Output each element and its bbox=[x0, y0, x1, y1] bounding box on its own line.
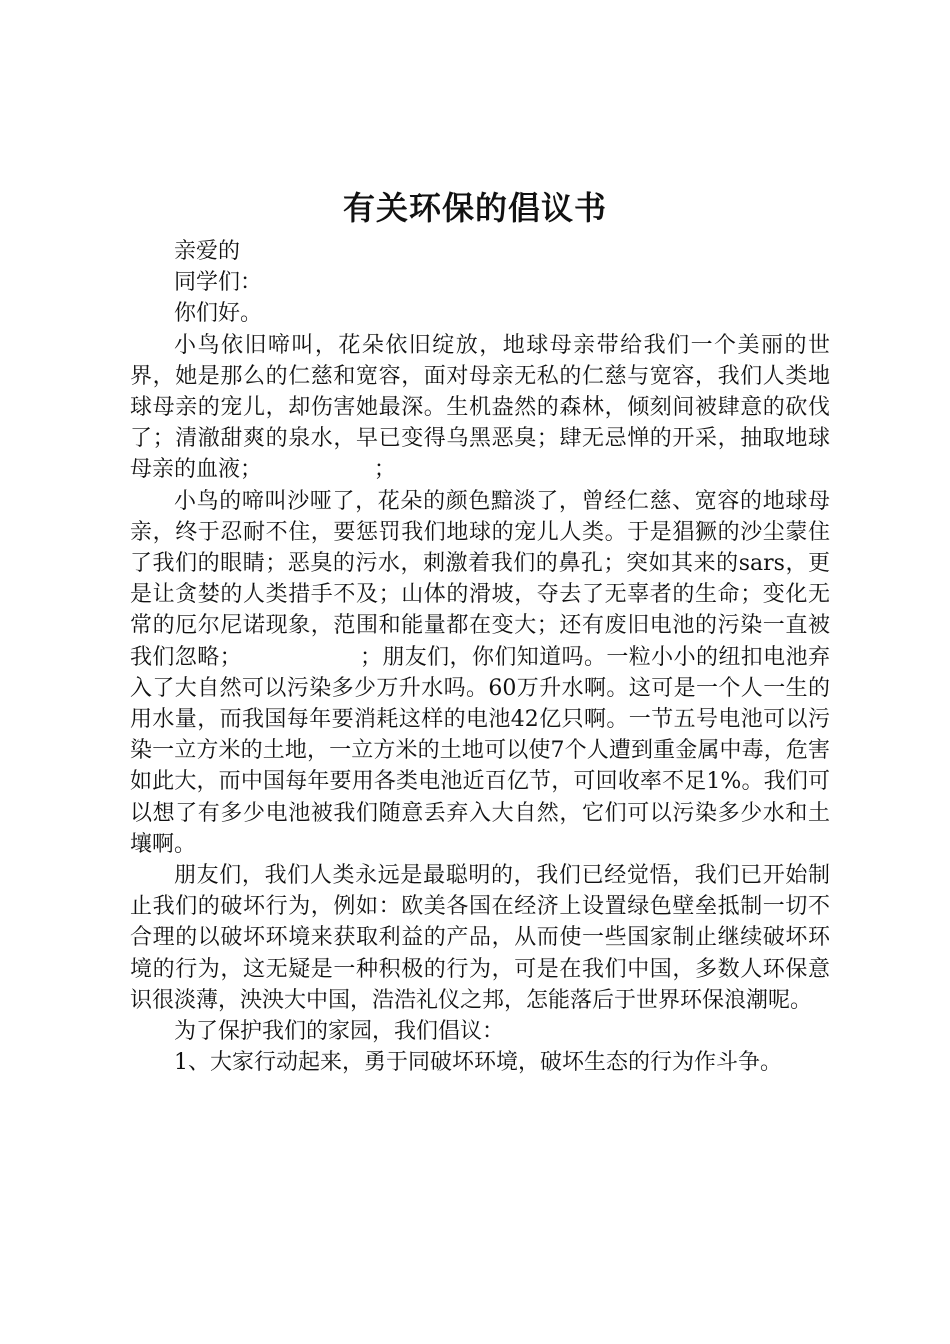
salutation-line-1: 亲爱的 bbox=[174, 239, 241, 264]
document-title: 有关环保的倡议书 bbox=[342, 189, 607, 227]
proposal-item-1: 1、大家行动起来，勇于同破坏环境，破坏生态的行为作斗争。 bbox=[174, 1050, 782, 1076]
salutation-line-2: 同学们： bbox=[174, 270, 263, 296]
paragraph-earth-punishment: 小鸟的啼叫沙哑了，花朵的颜色黯淡了，曾经仁慈、宽容的地球母亲，终于忍耐不住，要惩罚我们地球的宠儿人类。于是猖獗的沙尘蒙住了我们的眼睛；恶臭的污水，刺激着我们的鼻孔；突如其来的sars，更是让贪婪的人类措手不及；山体的滑坡，夺去了无辜者的生命；变化无常的厄尔尼诺现象，范围和能量都在变大；还有废旧电池的污染一直被我们忽略； ；朋友们，你们知道吗。一粒小小的纽扣电池弃入了大自然可以污染多少万升水吗。60万升水啊。这可是一个人一生的用水量，而我国每年要消耗这样的电池42亿只啊。一节五号电池可以污染一立方米的土地，一立方米的土地可以使7个人遭到重金属中毒，危害如此大，而中国每年要用各类电池近百亿节，可回收率不足1%。我们可以想了有多少电池被我们随意丢弃入大自然，它们可以污染多少水和土壤啊。 bbox=[130, 488, 830, 857]
greeting: 你们好。 bbox=[174, 301, 263, 327]
paragraph-awakening: 朋友们，我们人类永远是最聪明的，我们已经觉悟，我们已开始制止我们的破坏行为，例如：欧美各国在经济上设置绿色壁垒抵制一切不合理的以破坏环境来获取利益的产品，从而使一些国家制止继续破坏环境的行为，这无疑是一种积极的行为，可是在我们中国，多数人环保意识很淡薄，泱泱大中国，浩浩礼仪之邦，怎能落后于世界环保浪潮呢。 bbox=[130, 863, 830, 1013]
paragraph-birds-singing: 小鸟依旧啼叫，花朵依旧绽放，地球母亲带给我们一个美丽的世界，她是那么的仁慈和宽容，面对母亲无私的仁慈与宽容，我们人类地球母亲的宠儿，却伤害她最深。生机盎然的森林，倾刻间被肆意的砍伐了；清澈甜爽的泉水，早已变得乌黑恶臭；肆无忌惮的开采，抽取地球母亲的血液； ； bbox=[130, 332, 830, 483]
document-body bbox=[130, 236, 830, 1078]
paragraph-proposal-intro: 为了保护我们的家园，我们倡议： bbox=[174, 1019, 505, 1045]
